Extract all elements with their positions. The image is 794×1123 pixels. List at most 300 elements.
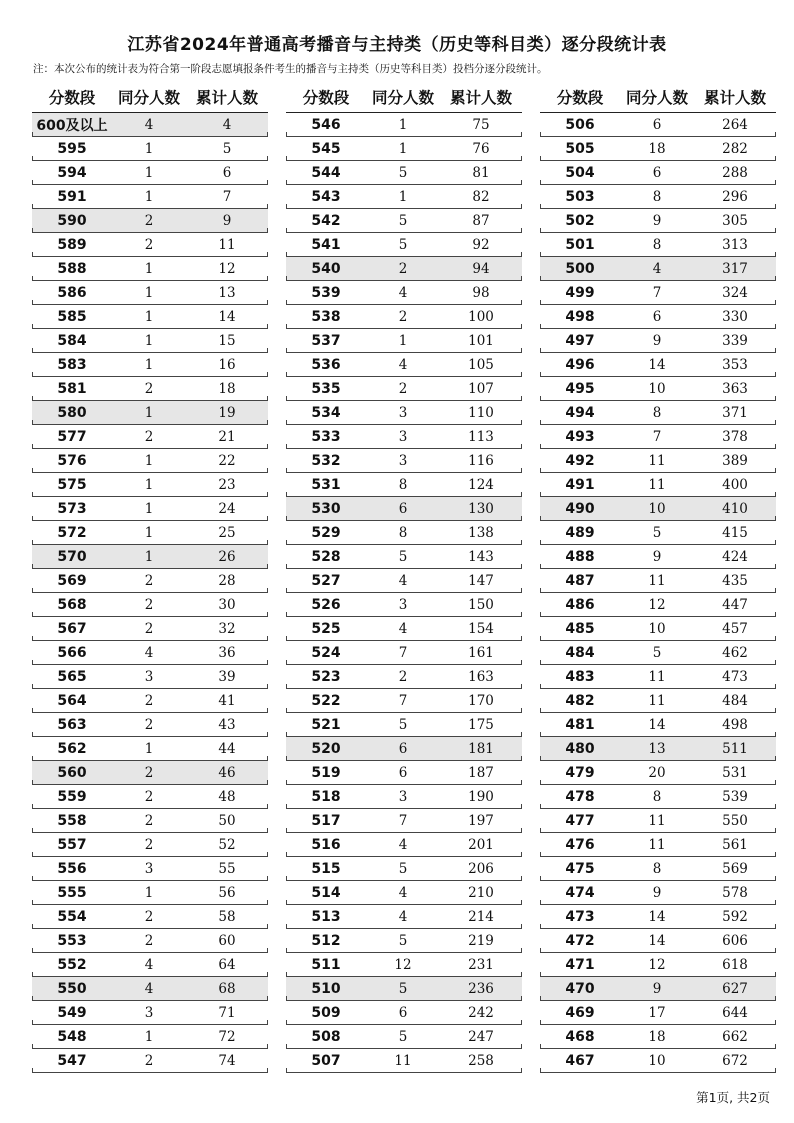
table-row [286, 185, 522, 209]
same-count-cell: 11 [394, 1052, 412, 1069]
score-cell: 475 [565, 860, 595, 877]
score-cell: 585 [57, 308, 87, 325]
cumulative-cell: 618 [722, 956, 748, 973]
table-row [32, 425, 268, 449]
score-cell: 501 [565, 236, 595, 253]
table-row [32, 665, 268, 689]
same-count-cell: 6 [398, 500, 408, 517]
score-cell: 509 [311, 1004, 341, 1021]
cumulative-cell: 28 [218, 572, 236, 589]
table-row [286, 1001, 522, 1025]
score-cell: 480 [565, 740, 595, 757]
score-cell: 531 [311, 476, 341, 493]
same-count-cell: 1 [144, 356, 154, 373]
same-count-cell: 3 [144, 1004, 154, 1021]
table-row [286, 785, 522, 809]
same-count-cell: 5 [398, 236, 408, 253]
table-row [540, 713, 776, 737]
cumulative-cell: 24 [218, 500, 236, 517]
cumulative-cell: 21 [218, 428, 236, 445]
score-cell: 529 [311, 524, 341, 541]
table-row [540, 233, 776, 257]
table-row [286, 617, 522, 641]
same-count-cell: 3 [398, 788, 408, 805]
cumulative-cell: 313 [722, 236, 748, 253]
same-count-cell: 8 [652, 404, 662, 421]
same-count-cell: 10 [648, 500, 666, 517]
table-row [32, 857, 268, 881]
same-count-cell: 4 [398, 572, 408, 589]
score-cell: 469 [565, 1004, 595, 1021]
score-cell: 518 [311, 788, 341, 805]
table-row [540, 257, 776, 281]
score-cell: 497 [565, 332, 595, 349]
score-cell: 491 [565, 476, 595, 493]
table-row [286, 833, 522, 857]
table-row [32, 641, 268, 665]
table-row [540, 761, 776, 785]
cumulative-cell: 82 [472, 188, 490, 205]
cumulative-cell: 13 [218, 284, 236, 301]
score-cell: 581 [57, 380, 87, 397]
score-cell: 590 [57, 212, 87, 229]
cumulative-cell: 424 [722, 548, 748, 565]
table-row [32, 1049, 268, 1073]
same-count-cell: 9 [652, 980, 662, 997]
table-row [286, 257, 522, 281]
column-body [540, 112, 776, 1073]
score-cell: 600及以上 [36, 117, 108, 134]
cumulative-cell: 154 [468, 620, 494, 637]
table-row [540, 689, 776, 713]
same-count-cell: 2 [144, 692, 154, 709]
table-row [286, 401, 522, 425]
score-cell: 528 [311, 548, 341, 565]
table-row [32, 281, 268, 305]
table-row [286, 425, 522, 449]
score-cell: 546 [311, 116, 341, 133]
cumulative-cell: 16 [218, 356, 236, 373]
table-row [286, 953, 522, 977]
cumulative-cell: 11 [218, 236, 236, 253]
score-cell: 510 [311, 980, 341, 997]
score-cell: 504 [565, 164, 595, 181]
same-count-cell: 13 [648, 740, 666, 757]
score-cell: 508 [311, 1028, 341, 1045]
same-count-cell: 3 [398, 596, 408, 613]
same-count-cell: 5 [398, 860, 408, 877]
cumulative-cell: 578 [722, 884, 748, 901]
table-row [286, 473, 522, 497]
cumulative-cell: 210 [468, 884, 494, 901]
cumulative-cell: 473 [722, 668, 748, 685]
same-count-cell: 2 [398, 668, 408, 685]
score-cell: 481 [565, 716, 595, 733]
table-column-2 [286, 82, 522, 1073]
cumulative-cell: 324 [722, 284, 748, 301]
score-cell: 506 [565, 116, 595, 133]
table-row [540, 353, 776, 377]
table-row [32, 305, 268, 329]
same-count-cell: 2 [144, 428, 154, 445]
score-cell: 556 [57, 860, 87, 877]
score-cell: 576 [57, 452, 87, 469]
cumulative-cell: 539 [722, 788, 748, 805]
score-cell: 595 [57, 140, 87, 157]
page-footer: 第1页, 共2页 [696, 1090, 770, 1105]
same-count-cell: 1 [398, 188, 408, 205]
same-count-cell: 3 [398, 452, 408, 469]
cumulative-cell: 48 [218, 788, 236, 805]
cumulative-cell: 56 [218, 884, 236, 901]
score-cell: 468 [565, 1028, 595, 1045]
table-row [286, 569, 522, 593]
cumulative-cell: 389 [722, 452, 748, 469]
score-cell: 487 [565, 572, 595, 589]
cumulative-cell: 58 [218, 908, 236, 925]
score-cell: 544 [311, 164, 341, 181]
cumulative-cell: 55 [218, 860, 236, 877]
cumulative-cell: 81 [472, 164, 490, 181]
score-cell: 591 [57, 188, 87, 205]
cumulative-cell: 138 [468, 524, 494, 541]
header-cumulative: 累计人数 [195, 89, 258, 107]
cumulative-cell: 197 [468, 812, 494, 829]
cumulative-cell: 98 [472, 284, 490, 301]
cumulative-cell: 9 [222, 212, 232, 229]
table-row [540, 593, 776, 617]
table-row [32, 521, 268, 545]
cumulative-cell: 206 [468, 860, 494, 877]
score-cell: 577 [57, 428, 87, 445]
score-cell: 516 [311, 836, 341, 853]
same-count-cell: 2 [144, 1052, 154, 1069]
table-row [286, 497, 522, 521]
score-cell: 560 [57, 764, 87, 781]
same-count-cell: 4 [398, 356, 408, 373]
same-count-cell: 5 [398, 164, 408, 181]
table-row [286, 809, 522, 833]
cumulative-cell: 447 [722, 596, 748, 613]
cumulative-cell: 76 [472, 140, 490, 157]
table-row [286, 737, 522, 761]
score-cell: 573 [57, 500, 87, 517]
cumulative-cell: 101 [468, 332, 494, 349]
table-row [32, 353, 268, 377]
table-row [286, 161, 522, 185]
same-count-cell: 3 [398, 428, 408, 445]
cumulative-cell: 72 [218, 1028, 236, 1045]
same-count-cell: 10 [648, 380, 666, 397]
cumulative-cell: 116 [468, 452, 494, 469]
cumulative-cell: 130 [468, 500, 494, 517]
same-count-cell: 6 [398, 764, 408, 781]
table-row [32, 545, 268, 569]
cumulative-cell: 288 [722, 164, 748, 181]
score-cell: 558 [57, 812, 87, 829]
same-count-cell: 9 [652, 212, 662, 229]
table-row [540, 377, 776, 401]
score-cell: 543 [311, 188, 341, 205]
cumulative-cell: 107 [468, 380, 494, 397]
cumulative-cell: 110 [468, 404, 494, 421]
cumulative-cell: 74 [218, 1052, 236, 1069]
score-cell: 583 [57, 356, 87, 373]
table-row [286, 113, 522, 137]
same-count-cell: 20 [648, 764, 666, 781]
score-cell: 553 [57, 932, 87, 949]
table-row [32, 401, 268, 425]
score-cell: 494 [565, 404, 595, 421]
table-row [540, 569, 776, 593]
same-count-cell: 1 [398, 332, 408, 349]
same-count-cell: 3 [144, 860, 154, 877]
same-count-cell: 4 [144, 644, 154, 661]
score-cell: 569 [57, 572, 87, 589]
cumulative-cell: 60 [218, 932, 236, 949]
score-cell: 557 [57, 836, 87, 853]
table-row [540, 185, 776, 209]
cumulative-cell: 592 [722, 908, 748, 925]
cumulative-cell: 201 [468, 836, 494, 853]
same-count-cell: 5 [398, 980, 408, 997]
table-row [286, 353, 522, 377]
table-row [286, 305, 522, 329]
same-count-cell: 1 [144, 500, 154, 517]
score-cell: 539 [311, 284, 341, 301]
same-count-cell: 5 [398, 548, 408, 565]
cumulative-cell: 4 [222, 116, 232, 133]
table-row [286, 545, 522, 569]
same-count-cell: 6 [398, 1004, 408, 1021]
same-count-cell: 1 [144, 548, 154, 565]
table-row [286, 137, 522, 161]
score-cell: 563 [57, 716, 87, 733]
same-count-cell: 1 [144, 740, 154, 757]
table-row [32, 977, 268, 1001]
cumulative-cell: 258 [468, 1052, 494, 1069]
table-row [286, 905, 522, 929]
cumulative-cell: 371 [722, 404, 748, 421]
score-cell: 499 [565, 284, 595, 301]
same-count-cell: 2 [144, 212, 154, 229]
same-count-cell: 5 [652, 644, 662, 661]
same-count-cell: 11 [648, 812, 666, 829]
score-cell: 536 [311, 356, 341, 373]
same-count-cell: 11 [648, 452, 666, 469]
cumulative-cell: 18 [218, 380, 236, 397]
score-cell: 490 [565, 500, 595, 517]
table-row [286, 689, 522, 713]
cumulative-cell: 561 [722, 836, 748, 853]
score-cell: 572 [57, 524, 87, 541]
cumulative-cell: 163 [468, 668, 494, 685]
cumulative-cell: 231 [468, 956, 494, 973]
cumulative-cell: 415 [722, 524, 748, 541]
table-row [540, 161, 776, 185]
score-cell: 547 [57, 1052, 87, 1069]
row-tick-left [32, 1068, 33, 1073]
column-header [540, 82, 776, 112]
score-cell: 484 [565, 644, 595, 661]
cumulative-cell: 296 [722, 188, 748, 205]
table-row [32, 905, 268, 929]
score-cell: 482 [565, 692, 595, 709]
cumulative-cell: 124 [468, 476, 494, 493]
cumulative-cell: 15 [218, 332, 236, 349]
score-cell: 478 [565, 788, 595, 805]
score-cell: 550 [57, 980, 87, 997]
same-count-cell: 11 [648, 572, 666, 589]
same-count-cell: 7 [652, 428, 662, 445]
header-cumulative: 累计人数 [449, 89, 512, 107]
cumulative-cell: 170 [468, 692, 494, 709]
same-count-cell: 8 [652, 188, 662, 205]
same-count-cell: 4 [398, 620, 408, 637]
table-row [540, 833, 776, 857]
cumulative-cell: 236 [468, 980, 494, 997]
same-count-cell: 1 [144, 140, 154, 157]
cumulative-cell: 92 [472, 236, 490, 253]
score-cell: 524 [311, 644, 341, 661]
cumulative-cell: 161 [468, 644, 494, 661]
table-row [540, 449, 776, 473]
cumulative-cell: 550 [722, 812, 748, 829]
score-cell: 548 [57, 1028, 87, 1045]
table-row [32, 689, 268, 713]
cumulative-cell: 457 [722, 620, 748, 637]
cumulative-cell: 100 [468, 308, 494, 325]
score-cell: 513 [311, 908, 341, 925]
table-row [286, 713, 522, 737]
table-note: 注：本次公布的统计表为符合第一阶段志愿填报条件考生的播音与主持类（历史等科目类）投档分逐分段统计。 [33, 63, 548, 75]
score-cell: 522 [311, 692, 341, 709]
same-count-cell: 3 [398, 404, 408, 421]
cumulative-cell: 44 [218, 740, 236, 757]
cumulative-cell: 662 [722, 1028, 748, 1045]
same-count-cell: 2 [144, 236, 154, 253]
column-header [32, 82, 268, 112]
score-cell: 517 [311, 812, 341, 829]
score-cell: 559 [57, 788, 87, 805]
table-row [540, 281, 776, 305]
table-row [540, 1001, 776, 1025]
table-row [286, 281, 522, 305]
same-count-cell: 14 [648, 716, 666, 733]
table-row [32, 833, 268, 857]
table-column-1 [32, 82, 268, 1073]
table-row [540, 521, 776, 545]
table-row [32, 1025, 268, 1049]
table-row [540, 857, 776, 881]
table-row [540, 617, 776, 641]
score-cell: 515 [311, 860, 341, 877]
table-row [540, 305, 776, 329]
row-tick-left [540, 1068, 541, 1073]
cumulative-cell: 462 [722, 644, 748, 661]
score-cell: 580 [57, 404, 87, 421]
table-row [286, 977, 522, 1001]
cumulative-cell: 19 [218, 404, 236, 421]
column-header [286, 82, 522, 112]
cumulative-cell: 435 [722, 572, 748, 589]
same-count-cell: 4 [398, 284, 408, 301]
cumulative-cell: 511 [722, 740, 748, 757]
table-row [32, 953, 268, 977]
cumulative-cell: 113 [468, 428, 494, 445]
same-count-cell: 7 [398, 692, 408, 709]
same-count-cell: 2 [144, 836, 154, 853]
same-count-cell: 10 [648, 620, 666, 637]
score-cell: 512 [311, 932, 341, 949]
same-count-cell: 4 [144, 116, 154, 133]
score-cell: 519 [311, 764, 341, 781]
score-cell: 542 [311, 212, 341, 229]
table-row [286, 449, 522, 473]
score-cell: 489 [565, 524, 595, 541]
table-row [540, 1049, 776, 1073]
score-cell: 500 [565, 260, 595, 277]
same-count-cell: 5 [398, 212, 408, 229]
cumulative-cell: 353 [722, 356, 748, 373]
cumulative-cell: 214 [468, 908, 494, 925]
cumulative-cell: 363 [722, 380, 748, 397]
cumulative-cell: 606 [722, 932, 748, 949]
column-body [286, 112, 522, 1073]
score-cell: 526 [311, 596, 341, 613]
cumulative-cell: 569 [722, 860, 748, 877]
same-count-cell: 1 [144, 524, 154, 541]
score-cell: 492 [565, 452, 595, 469]
score-cell: 588 [57, 260, 87, 277]
column-body [32, 112, 268, 1073]
table-column-3 [540, 82, 776, 1073]
table-row [540, 497, 776, 521]
same-count-cell: 7 [398, 812, 408, 829]
header-score: 分数段 [556, 89, 604, 107]
score-cell: 527 [311, 572, 341, 589]
same-count-cell: 12 [648, 956, 666, 973]
cumulative-cell: 87 [472, 212, 490, 229]
same-count-cell: 12 [648, 596, 666, 613]
same-count-cell: 2 [144, 908, 154, 925]
same-count-cell: 2 [144, 572, 154, 589]
score-cell: 568 [57, 596, 87, 613]
same-count-cell: 14 [648, 932, 666, 949]
table-row [286, 1025, 522, 1049]
table-row [286, 593, 522, 617]
same-count-cell: 1 [144, 1028, 154, 1045]
table-row [32, 713, 268, 737]
same-count-cell: 2 [144, 380, 154, 397]
score-cell: 471 [565, 956, 595, 973]
cumulative-cell: 23 [218, 476, 236, 493]
same-count-cell: 11 [648, 668, 666, 685]
score-cell: 496 [565, 356, 595, 373]
same-count-cell: 11 [648, 692, 666, 709]
score-cell: 565 [57, 668, 87, 685]
same-count-cell: 1 [398, 116, 408, 133]
table-row [32, 257, 268, 281]
cumulative-cell: 190 [468, 788, 494, 805]
score-cell: 570 [57, 548, 87, 565]
table-row [32, 785, 268, 809]
table-row [286, 521, 522, 545]
same-count-cell: 7 [652, 284, 662, 301]
score-cell: 552 [57, 956, 87, 973]
score-cell: 535 [311, 380, 341, 397]
same-count-cell: 12 [394, 956, 412, 973]
